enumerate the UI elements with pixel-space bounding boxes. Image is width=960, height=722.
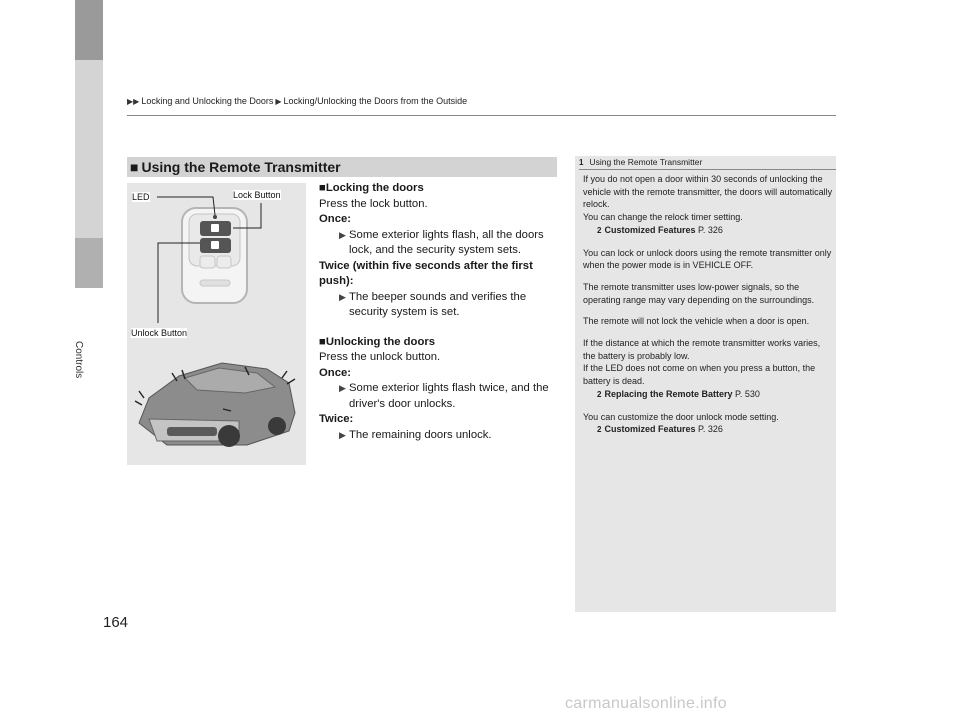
breadcrumb-arrow-icon: ▶▶ <box>127 96 140 106</box>
cross-ref-icon: 2 <box>597 389 602 399</box>
lock-twice-text: The beeper sounds and verifies the security system is set. <box>349 290 527 318</box>
unlock-twice-label: Twice: <box>319 413 354 425</box>
breadcrumb-item-outside[interactable]: Locking/Unlocking the Doors from the Outside <box>283 96 468 106</box>
section-heading <box>127 157 557 177</box>
unlock-once-label: Once: <box>319 366 352 379</box>
lock-button-label: Lock Button <box>233 190 281 200</box>
note-p2: You can lock or unlock doors using the remote transmitter only when the power mode is in VEHICLE OFF. <box>583 247 832 271</box>
side-tab-light <box>75 60 103 238</box>
section-square-icon: ■ <box>130 159 139 175</box>
remote-figure <box>127 183 306 465</box>
note-p6: You can customize the door unlock mode setting. <box>583 411 779 422</box>
note-p3: The remote transmitter uses low-power signals, so the operating range may vary depending on the surroundings. <box>583 281 815 305</box>
ref-customized-features-2[interactable]: 2 Customized Features P. 326 <box>583 424 723 434</box>
cross-ref-icon: 2 <box>597 425 602 435</box>
unlock-once-text: Some exterior lights flash twice, and the driver's door unlocks. <box>349 382 549 410</box>
lock-once-text: Some exterior lights flash, all the doors lock, and the security system sets. <box>349 228 544 256</box>
note-p4: The remote will not lock the vehicle when a door is open. <box>583 316 810 327</box>
note-rule <box>579 169 836 170</box>
header-rule <box>127 115 836 116</box>
instructions <box>319 181 559 443</box>
note-p1: If you do not open a door within 30 seconds of unlocking the vehicle with the remote transmitter, the doors will automatically relock. <box>583 174 833 210</box>
section-title: Using the Remote Transmitter <box>141 159 341 175</box>
led-label: LED <box>132 192 150 202</box>
note-p5b: If the LED does not come on when you press a button, the battery is dead. <box>583 363 816 387</box>
lock-heading: ■Locking the doors <box>319 182 424 194</box>
breadcrumb <box>127 96 467 106</box>
arrow-icon: ▶ <box>339 383 346 393</box>
unlock-intro: Press the unlock button. <box>319 351 441 363</box>
arrow-icon: ▶ <box>339 229 346 240</box>
note-title <box>579 157 702 167</box>
note-title-text: Using the Remote Transmitter <box>589 157 703 167</box>
breadcrumb-item-locking[interactable]: Locking and Unlocking the Doors <box>141 96 274 106</box>
lock-once-label: Once: <box>319 213 352 225</box>
lock-intro: Press the lock button. <box>319 197 428 210</box>
page-number: 164 <box>103 614 129 631</box>
note-p5: If the distance at which the remote transmitter works varies, the battery is probably low. <box>583 338 821 361</box>
note-ref-icon: 1 <box>579 157 584 167</box>
note-p1b: You can change the relock timer setting. <box>583 212 743 223</box>
arrow-icon: ▶ <box>339 429 346 440</box>
note-body <box>583 173 833 446</box>
side-tab-label: Controls <box>73 341 84 379</box>
side-tab-dark <box>75 0 103 60</box>
unlock-heading: ■Unlocking the doors <box>319 335 436 348</box>
unlock-twice-text: The remaining doors unlock. <box>349 428 492 441</box>
arrow-icon: ▶ <box>339 291 346 302</box>
ref-replacing-battery[interactable]: 2 Replacing the Remote Battery P. 530 <box>583 389 760 399</box>
unlock-button-label: Unlock Button <box>131 328 188 338</box>
remote-illustration <box>127 183 306 465</box>
cross-ref-icon: 2 <box>597 225 602 235</box>
breadcrumb-arrow-icon: ▶ <box>275 96 282 106</box>
ref-customized-features[interactable]: 2 Customized Features P. 326 <box>583 225 723 235</box>
side-tab-active[interactable] <box>75 238 103 288</box>
lock-twice-label: Twice (within five seconds after the first push): <box>319 259 533 287</box>
watermark: carmanualsonline.info <box>565 695 727 712</box>
